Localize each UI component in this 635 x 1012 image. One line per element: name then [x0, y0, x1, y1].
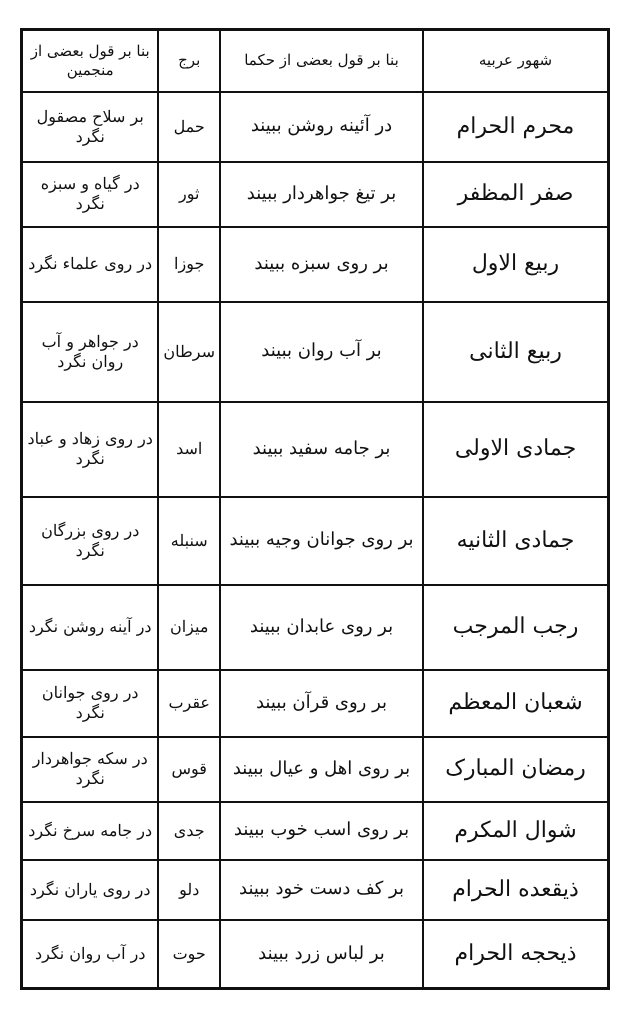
cell-burj: سرطان: [158, 302, 220, 402]
table-row: [22, 402, 609, 497]
cell-hukama: بر روی اهل و عیال ببیند: [220, 737, 423, 802]
cell-hukama: بر روی جوانان وجیه ببیند: [220, 497, 423, 585]
header-munajjimin: بنا بر قول بعضی از منجمین: [22, 30, 159, 92]
cell-burj: قوس: [158, 737, 220, 802]
cell-munajjimin: در روی زهاد و عباد نگرد: [22, 402, 159, 497]
table-row: [22, 92, 609, 162]
cell-burj: سنبله: [158, 497, 220, 585]
header-burj: برج: [158, 30, 220, 92]
cell-munajjimin: در روی یاران نگرد: [22, 860, 159, 920]
table-row: [22, 302, 609, 402]
table-row: [22, 497, 609, 585]
cell-burj: دلو: [158, 860, 220, 920]
cell-burj: ثور: [158, 162, 220, 227]
cell-munajjimin: در جامه سرخ نگرد: [22, 802, 159, 860]
cell-hukama: بر جامه سفید ببیند: [220, 402, 423, 497]
cell-hukama: بر روی سبزه ببیند: [220, 227, 423, 302]
cell-hukama: بر کف دست خود ببیند: [220, 860, 423, 920]
cell-month: جمادی الثانیه: [423, 497, 609, 585]
cell-month: رمضان المبارک: [423, 737, 609, 802]
table-row: [22, 860, 609, 920]
cell-hukama: بر روی قرآن ببیند: [220, 670, 423, 737]
table-header-row: [22, 30, 609, 92]
cell-munajjimin: در روی علماء نگرد: [22, 227, 159, 302]
cell-month: ذیحجه الحرام: [423, 920, 609, 989]
cell-hukama: بر تیغ جواهردار ببیند: [220, 162, 423, 227]
cell-month: شعبان المعظم: [423, 670, 609, 737]
cell-munajjimin: در روی جوانان نگرد: [22, 670, 159, 737]
cell-month: محرم الحرام: [423, 92, 609, 162]
cell-month: شوال المکرم: [423, 802, 609, 860]
cell-munajjimin: در گیاه و سبزه نگرد: [22, 162, 159, 227]
cell-hukama: بر روی اسب خوب ببیند: [220, 802, 423, 860]
table-row: [22, 802, 609, 860]
cell-burj: حمل: [158, 92, 220, 162]
cell-month: ربیع الثانی: [423, 302, 609, 402]
cell-month: صفر المظفر: [423, 162, 609, 227]
table-row: [22, 737, 609, 802]
table-row: [22, 920, 609, 989]
cell-munajjimin: بر سلاح مصقول نگرد: [22, 92, 159, 162]
cell-month: ربیع الاول: [423, 227, 609, 302]
table-row: [22, 670, 609, 737]
cell-munajjimin: در سکه جواهردار نگرد: [22, 737, 159, 802]
cell-hukama: بر آب روان ببیند: [220, 302, 423, 402]
cell-burj: جدی: [158, 802, 220, 860]
cell-hukama: بر روی عابدان ببیند: [220, 585, 423, 670]
cell-hukama: بر لباس زرد ببیند: [220, 920, 423, 989]
cell-munajjimin: در آب روان نگرد: [22, 920, 159, 989]
cell-burj: عقرب: [158, 670, 220, 737]
cell-month: رجب المرجب: [423, 585, 609, 670]
cell-munajjimin: در جواهر و آب روان نگرد: [22, 302, 159, 402]
cell-hukama: در آئینه روشن ببیند: [220, 92, 423, 162]
cell-burj: جوزا: [158, 227, 220, 302]
cell-munajjimin: در آینه روشن نگرد: [22, 585, 159, 670]
cell-burj: اسد: [158, 402, 220, 497]
cell-munajjimin: در روی بزرگان نگرد: [22, 497, 159, 585]
table-row: [22, 227, 609, 302]
cell-month: جمادی الاولی: [423, 402, 609, 497]
table-row: [22, 585, 609, 670]
header-hukama: بنا بر قول بعضی از حکما: [220, 30, 423, 92]
cell-burj: میزان: [158, 585, 220, 670]
header-month: شهور عربیه: [423, 30, 609, 92]
table-row: [22, 162, 609, 227]
cell-month: ذیقعده الحرام: [423, 860, 609, 920]
cell-burj: حوت: [158, 920, 220, 989]
months-table: [20, 28, 610, 990]
